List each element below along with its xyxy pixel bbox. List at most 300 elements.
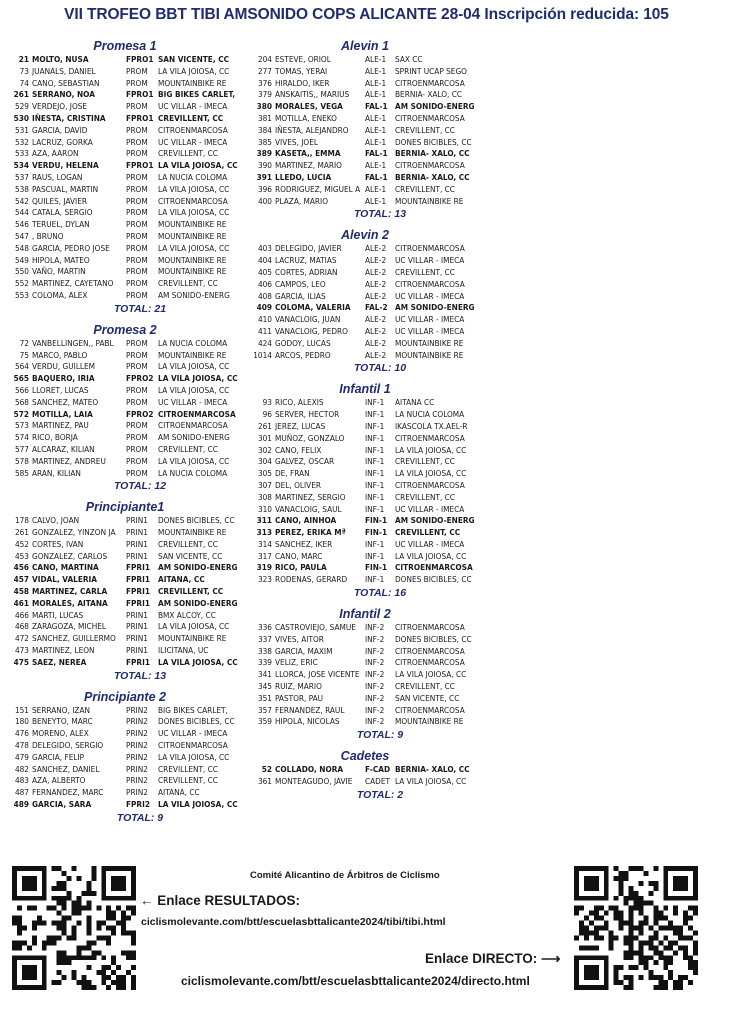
rider-row — [10, 255, 240, 267]
rider-row — [250, 101, 480, 113]
category-code: ALE-2 — [365, 266, 387, 277]
club-name: CREVILLENT, CC — [158, 112, 224, 123]
category-block — [10, 38, 240, 316]
rider-name: VERDEJO, JOSE — [32, 101, 88, 112]
bib-number: 552 — [14, 278, 29, 289]
rider-name: ZARAGOZA, MICHEL — [32, 621, 106, 632]
bib-number: 568 — [14, 396, 29, 407]
bib-number: 317 — [257, 550, 272, 561]
rider-row — [10, 456, 240, 468]
rider-row — [10, 54, 240, 66]
rider-row — [250, 302, 480, 314]
bib-number: 456 — [13, 562, 29, 573]
category-code: INF-2 — [365, 681, 385, 692]
rider-row — [250, 445, 480, 457]
club-name: CITROENMARCOSA — [158, 124, 228, 135]
bib-number: 478 — [14, 740, 29, 751]
rider-name: DELEGIDO, JAVIER — [275, 243, 342, 254]
category-title-principiante-2: Principiante 2 — [84, 689, 166, 704]
rider-row — [10, 562, 240, 574]
category-code: INF-1 — [365, 538, 385, 549]
bib-number: 381 — [257, 112, 272, 123]
rider-row — [250, 172, 480, 184]
rider-name: RICO, PAULA — [275, 562, 327, 573]
rider-name: MARTI, LUCAS — [32, 609, 84, 620]
rider-row — [10, 633, 240, 645]
rider-row — [250, 113, 480, 125]
rider-row — [10, 515, 240, 527]
bib-number: 339 — [257, 657, 272, 668]
category-code: PROM — [126, 467, 148, 478]
club-name: AITANA, CC — [158, 574, 205, 585]
category-code: F-CAD — [365, 764, 391, 775]
club-name: AM SONIDO-ENERG — [395, 101, 475, 112]
category-code: PROM — [126, 443, 148, 454]
club-name: LA VILA JOIOSA, CC — [158, 65, 230, 76]
bib-number: 482 — [14, 763, 29, 774]
rider-name: FERNANDEZ, MARC — [32, 787, 104, 798]
bib-number: 261 — [257, 420, 272, 431]
bib-number: 310 — [257, 503, 272, 514]
rider-row — [250, 421, 480, 433]
rider-name: IÑESTA, CRISTINA — [32, 112, 106, 123]
club-name: MOUNTAINBIKE RE — [158, 219, 227, 230]
bib-number: 21 — [18, 54, 29, 64]
rider-row — [10, 196, 240, 208]
rider-row — [10, 551, 240, 563]
rider-name: COLLADO, NORA — [275, 764, 344, 775]
club-name: IKASCOLA TX.AEL-R — [395, 420, 468, 431]
rider-row — [10, 89, 240, 101]
club-name: CREVILLENT, CC — [395, 266, 455, 277]
club-name: LA NUCIA COLOMA — [158, 337, 228, 348]
club-name: CITROENMARCOSA — [395, 432, 465, 443]
club-name: CREVILLENT, CC — [158, 763, 218, 774]
category-code: INF-2 — [365, 633, 385, 644]
rider-row — [250, 54, 480, 66]
bib-number: 549 — [14, 254, 29, 265]
bib-number: 453 — [14, 550, 29, 561]
club-name: MOUNTAINBIKE RE — [395, 349, 464, 360]
club-name: LA VILA JOIOSA, CC — [158, 242, 230, 253]
bib-number: 319 — [256, 562, 272, 573]
rider-name: LACRUZ, GORKA — [32, 136, 93, 147]
results-link-label: ← Enlace RESULTADOS: — [140, 893, 301, 908]
bib-number: 529 — [14, 101, 29, 112]
category-code: INF-2 — [365, 704, 385, 715]
rider-name: CANO, MARTINA — [32, 562, 99, 573]
bib-number: 538 — [14, 183, 29, 194]
club-name: DONES BICIBLES, CC — [158, 515, 235, 526]
bib-number: 359 — [257, 716, 272, 727]
bib-number: 380 — [256, 101, 272, 112]
club-name: LA VILA JOIOSA, CC — [395, 550, 467, 561]
rider-name: GARCIA, ILIAS — [275, 290, 326, 301]
bib-number: 400 — [257, 195, 272, 206]
rider-name: DE, FRAN — [275, 468, 310, 479]
qr-code-results[interactable] — [12, 866, 136, 990]
rider-name: CORTES, IVAN — [32, 538, 84, 549]
rider-row — [10, 160, 240, 172]
rider-name: LLEDO, LUCIA — [275, 171, 332, 182]
rider-name: VELIZ, ERIC — [275, 657, 318, 668]
club-name: MOUNTAINBIKE RE — [395, 195, 464, 206]
category-title-cadetes: Cadetes — [340, 749, 390, 764]
category-rows — [250, 764, 480, 788]
rider-name: CANO, FELIX — [275, 444, 322, 455]
category-code: INF-2 — [365, 657, 385, 668]
category-code: ALE-1 — [365, 54, 387, 64]
bib-number: 572 — [13, 408, 29, 419]
bib-number: 458 — [13, 586, 29, 597]
rider-row — [10, 764, 240, 776]
category-code: PRIN2 — [126, 728, 148, 739]
rider-row — [250, 326, 480, 338]
bib-number: 307 — [257, 479, 272, 490]
rider-name: VERDU, HELENA — [32, 160, 99, 171]
rider-row — [10, 266, 240, 278]
rider-row — [10, 385, 240, 397]
rider-row — [250, 480, 480, 492]
bib-number: 338 — [257, 645, 272, 656]
bib-number: 457 — [13, 574, 29, 585]
club-name: CREVILLENT, CC — [395, 456, 455, 467]
category-code: PROM — [126, 183, 148, 194]
category-total: TOTAL: 12 — [113, 480, 167, 493]
rider-row — [250, 456, 480, 468]
club-name: DONES BICIBLES, CC — [395, 633, 472, 644]
results-link-url[interactable]: ciclismolevante.com/btt/escuelasbttalicante2024/tibi/tibi.html — [141, 916, 446, 928]
category-block — [250, 38, 480, 221]
category-code: ALE-2 — [365, 349, 387, 360]
club-name: UC VILLAR - IMECA — [158, 136, 228, 147]
category-code: INF-1 — [365, 420, 385, 431]
category-title-infantil-2: Infantil 2 — [339, 607, 391, 622]
club-name: UC VILLAR - IMECA — [395, 255, 465, 266]
club-name: MOUNTAINBIKE RE — [158, 266, 227, 277]
category-code: PRIN2 — [126, 704, 148, 715]
bib-number: 379 — [257, 89, 272, 100]
category-block — [250, 227, 480, 375]
rider-row — [250, 137, 480, 149]
category-code: PROM — [126, 101, 148, 112]
bib-number: 410 — [257, 314, 272, 325]
rider-row — [250, 397, 480, 409]
club-name: CITROENMARCOSA — [395, 77, 465, 88]
category-code: PRIN1 — [126, 633, 148, 644]
rider-name: LLORCA, JOSE VICENTE — [275, 669, 360, 680]
rider-name: JEREZ, LUCAS — [275, 420, 326, 431]
rider-row — [10, 66, 240, 78]
rider-name: CATALA, SERGIO — [32, 207, 93, 218]
club-name: LA VILA JOIOSA, CC — [395, 444, 467, 455]
rider-name: GONZALEZ, CARLOS — [32, 550, 108, 561]
rider-row — [250, 196, 480, 208]
bib-number: 411 — [257, 325, 272, 336]
rider-row — [10, 539, 240, 551]
club-name: CREVILLENT, CC — [158, 443, 218, 454]
category-code: FPRO1 — [126, 112, 154, 123]
club-name: LA VILA JOIOSA, CC — [158, 207, 230, 218]
category-code: ALE-2 — [365, 278, 387, 289]
club-name: MOUNTAINBIKE RE — [158, 349, 227, 360]
club-name: SAX CC — [395, 54, 423, 64]
bib-number: 261 — [13, 89, 29, 100]
rider-name: TERUEL, DYLAN — [32, 219, 90, 230]
club-name: LA VILA JOIOSA, CC — [158, 384, 230, 395]
category-code: PROM — [126, 420, 148, 431]
rider-row — [250, 764, 480, 776]
club-name: CREVILLENT, CC — [395, 491, 455, 502]
rider-name: MARTINEZ, CAYETANO — [32, 278, 114, 289]
rider-name: VIVES, JOEL — [275, 136, 318, 147]
category-code: PROM — [126, 278, 148, 289]
rider-row — [10, 645, 240, 657]
category-code: FIN-1 — [365, 515, 388, 526]
club-name: AM SONIDO-ENERG — [158, 432, 230, 443]
category-code: FPRO1 — [126, 54, 154, 64]
rider-name: BENEYTO, MARC — [32, 716, 93, 727]
rider-name: GALVEZ, OSCAR — [275, 456, 335, 467]
rider-row — [250, 539, 480, 551]
rider-name: CANO, AINHOA — [275, 515, 337, 526]
category-rows — [10, 54, 240, 302]
bib-number: 489 — [13, 799, 29, 810]
rider-row — [10, 184, 240, 196]
category-code: FPRI1 — [126, 597, 150, 608]
category-code: PROM — [126, 124, 148, 135]
club-name: MOUNTAINBIKE RE — [158, 633, 227, 644]
bib-number: 341 — [257, 669, 272, 680]
rider-row — [10, 78, 240, 90]
club-name: UC VILLAR - IMECA — [158, 728, 228, 739]
rider-row — [250, 693, 480, 705]
category-code: ALE-1 — [365, 160, 387, 171]
rider-name: GARCIA, DAVID — [32, 124, 88, 135]
club-name: MOUNTAINBIKE RE — [395, 337, 464, 348]
club-name: CITROENMARCOSA — [158, 408, 236, 419]
category-code: INF-1 — [365, 468, 385, 479]
bib-number: 468 — [14, 621, 29, 632]
bib-number: 537 — [14, 171, 29, 182]
bib-number: 403 — [257, 243, 272, 254]
club-name: LA VILA JOIOSA, CC — [158, 751, 230, 762]
rider-name: MARCO, PABLO — [32, 349, 88, 360]
rider-name: MARTINEZ, LEON — [32, 645, 95, 656]
rider-name: RODENAS, GERARD — [275, 574, 348, 585]
rider-name: SANCHEZ, GUILLERMO — [32, 633, 116, 644]
rider-row — [250, 243, 480, 255]
club-name: MOUNTAINBIKE RE — [395, 716, 464, 727]
category-code: PRIN1 — [126, 609, 148, 620]
rider-name: ARAN, KILIAN — [32, 467, 81, 478]
bib-number: 314 — [257, 538, 272, 549]
rider-row — [10, 113, 240, 125]
rider-row — [10, 219, 240, 231]
club-name: UC VILLAR - IMECA — [158, 396, 228, 407]
category-code: ALE-1 — [365, 183, 387, 194]
category-rows — [250, 622, 480, 728]
direct-link-url[interactable]: ciclismolevante.com/btt/escuelasbttalicante2024/directo.html — [181, 974, 530, 988]
rider-name: PEREZ, ERIKA Mª — [275, 527, 346, 538]
rider-row — [250, 504, 480, 516]
category-code: ALE-1 — [365, 77, 387, 88]
club-name: CITROENMARCOSA — [395, 243, 465, 254]
rider-row — [250, 314, 480, 326]
category-code: CADET — [365, 776, 391, 787]
bib-number: 585 — [14, 467, 29, 478]
rider-row — [10, 432, 240, 444]
club-name: LA VILA JOIOSA, CC — [395, 669, 467, 680]
rider-name: MARTINEZ, SERGIO — [275, 491, 346, 502]
club-name: BERNIA- XALO, CC — [395, 764, 470, 775]
category-code: INF-1 — [365, 409, 385, 420]
rider-row — [250, 776, 480, 788]
category-code: INF-1 — [365, 479, 385, 490]
category-code: ALE-1 — [365, 136, 387, 147]
category-code: PROM — [126, 396, 148, 407]
bib-number: 151 — [14, 704, 29, 715]
category-code: ALE-1 — [365, 112, 387, 123]
rider-name: MONTEAGUDO, JAVIE — [275, 776, 353, 787]
rider-row — [250, 657, 480, 669]
rider-row — [250, 160, 480, 172]
category-total: TOTAL: 2 — [356, 788, 404, 801]
rider-row — [250, 184, 480, 196]
qr-code-direct[interactable] — [574, 866, 698, 990]
bib-number: 532 — [14, 136, 29, 147]
club-name: LA NUCIA COLOMA — [158, 171, 228, 182]
rider-row — [10, 207, 240, 219]
category-code: INF-2 — [365, 669, 385, 680]
category-rows — [10, 338, 240, 480]
rider-row — [250, 622, 480, 634]
bib-number: 546 — [14, 219, 29, 230]
category-code: ALE-1 — [365, 195, 387, 206]
rider-row — [10, 373, 240, 385]
club-name: CREVILLENT, CC — [395, 527, 461, 538]
club-name: LA VILA JOIOSA, CC — [158, 373, 238, 384]
category-code: FAL-1 — [365, 148, 388, 159]
club-name: LA NUCIA COLOMA — [395, 409, 465, 420]
category-code: PRIN1 — [126, 621, 148, 632]
rider-name: LACRUZ, MATIAS — [275, 255, 337, 266]
rider-name: RICO, ALEXIS — [275, 397, 324, 408]
bib-number: 361 — [257, 776, 272, 787]
rider-name: RODRIGUEZ, MIGUEL A — [275, 183, 361, 194]
rider-row — [250, 527, 480, 539]
rider-name: RICO, BORJA — [32, 432, 78, 443]
rider-row — [250, 433, 480, 445]
right-column — [250, 38, 480, 808]
category-code: FPRO1 — [126, 89, 154, 100]
bib-number: 472 — [14, 633, 29, 644]
category-title-promesa-2: Promesa 2 — [93, 322, 157, 337]
rider-name: FERNANDEZ, RAUL — [275, 704, 345, 715]
category-code: PROM — [126, 65, 148, 76]
rider-name: RAUS, LOGAN — [32, 171, 83, 182]
club-name: AM SONIDO-ENERG — [158, 289, 230, 300]
rider-row — [10, 598, 240, 610]
category-code: ALE-2 — [365, 325, 387, 336]
bib-number: 566 — [14, 384, 29, 395]
category-title-infantil-1: Infantil 1 — [339, 382, 391, 397]
category-code: PRIN2 — [126, 751, 148, 762]
bib-number: 313 — [256, 527, 272, 538]
rider-row — [10, 350, 240, 362]
category-total: TOTAL: 16 — [353, 587, 407, 600]
category-code: FPRO2 — [126, 408, 154, 419]
club-name: CITROENMARCOSA — [158, 420, 228, 431]
category-code: INF-1 — [365, 444, 385, 455]
category-code: ALE-2 — [365, 337, 387, 348]
bib-number: 553 — [14, 289, 29, 300]
rider-name: GARCIA, SARA — [32, 799, 92, 810]
category-code: ALE-2 — [365, 255, 387, 266]
rider-name: GARCIA, FELIP — [32, 751, 85, 762]
left-column — [10, 38, 240, 831]
bib-number: 542 — [14, 195, 29, 206]
club-name: AM SONIDO-ENERG — [158, 597, 238, 608]
rider-row — [10, 278, 240, 290]
rider-name: MORENO, ALEX — [32, 728, 89, 739]
bib-number: 475 — [13, 656, 29, 667]
category-title-alevin-1: Alevin 1 — [341, 39, 389, 53]
rider-row — [10, 752, 240, 764]
category-code: PRIN2 — [126, 787, 148, 798]
rider-name: VANBELLINGEN,, PABL — [32, 337, 114, 348]
rider-row — [250, 716, 480, 728]
rider-name: MORALES, AITANA — [32, 597, 108, 608]
club-name: SPRINT UCAP SEGO — [395, 65, 467, 76]
club-name: LA VILA JOIOSA, CC — [395, 776, 467, 787]
rider-row — [10, 409, 240, 421]
rider-name: HIPOLA, MATEO — [32, 254, 90, 265]
category-code: INF-1 — [365, 503, 385, 514]
bib-number: 574 — [14, 432, 29, 443]
category-code: PROM — [126, 384, 148, 395]
rider-row — [10, 231, 240, 243]
rider-name: MOTILLA, LAIA — [32, 408, 93, 419]
club-name: UC VILLAR - IMECA — [395, 290, 465, 301]
category-title-principiante1: Principiante1 — [85, 500, 165, 515]
bib-number: 376 — [257, 77, 272, 88]
category-code: PRIN2 — [126, 716, 148, 727]
club-name: AITANA, CC — [158, 787, 200, 798]
bib-number: 389 — [256, 148, 272, 159]
club-name: UC VILLAR - IMECA — [395, 503, 465, 514]
category-code: FAL-1 — [365, 171, 388, 182]
rider-row — [10, 610, 240, 622]
bib-number: 301 — [257, 432, 272, 443]
category-code: PRIN1 — [126, 550, 148, 561]
club-name: CITROENMARCOSA — [395, 160, 465, 171]
rider-name: MARTINEZ, MARIO — [275, 160, 342, 171]
rider-row — [250, 78, 480, 90]
rider-name: ARCOS, PEDRO — [275, 349, 331, 360]
rider-name: ALCARAZ, KILIAN — [32, 443, 95, 454]
category-rows — [10, 705, 240, 811]
rider-name: TOMAS, YERAI — [275, 65, 328, 76]
category-code: INF-1 — [365, 456, 385, 467]
bib-number: 544 — [14, 207, 29, 218]
category-title-promesa-1: Promesa 1 — [93, 39, 157, 53]
category-code: PROM — [126, 148, 148, 159]
rider-name: COLOMA, VALERIA — [275, 302, 351, 313]
club-name: LA NUCIA COLOMA — [158, 467, 228, 478]
category-code: ALE-2 — [365, 290, 387, 301]
club-name: LA VILA JOIOSA, CC — [158, 361, 230, 372]
